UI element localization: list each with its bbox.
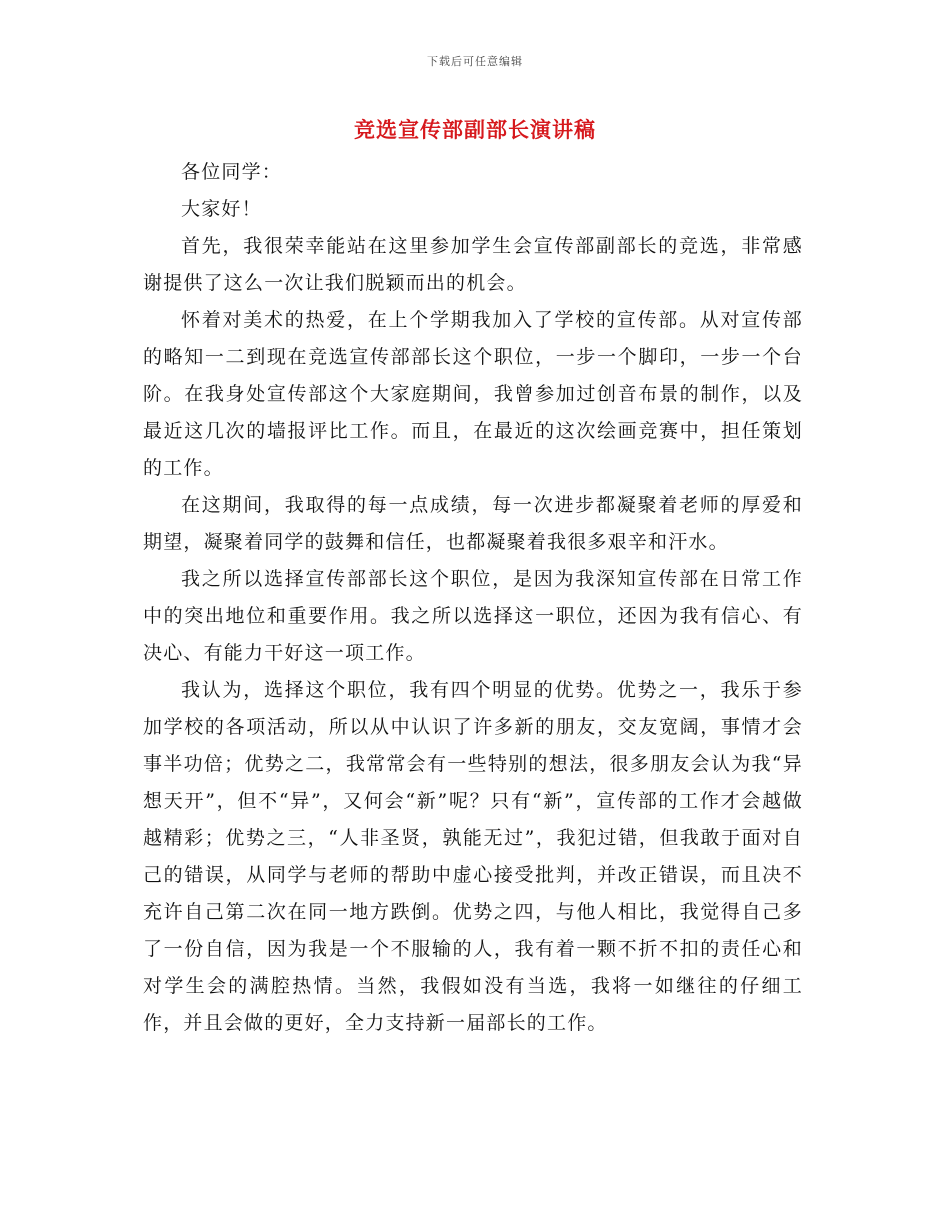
paragraph: 在这期间，我取得的每一点成绩，每一次进步都凝聚着老师的厚爱和期望，凝聚着同学的鼓舞和信任，也都凝聚着我很多艰辛和汗水。: [143, 494, 803, 553]
paragraph: 大家好！: [181, 198, 262, 220]
paragraph: 我认为，选择这个职位，我有四个明显的优势。优势之一，我乐于参加学校的各项活动，所以从中认识了许多新的朋友，交友宽阔，事情才会事半功倍；优势之二，我常常会有一些特别的想法，很多朋友会认为我“异想天开”，但不“异”，又何会“新”呢？只有“新”，宣传部的工作才会越做越精彩；优势之三，“人非圣贤，孰能无过”，我犯过错，但我敢于面对自己的错误，从同学与老师的帮助中虚心接受批判，并改正错误，而且决不充许自己第二次在同一地方跌倒。优势之四，与他人相比，我觉得自己多了一份自信，因为我是一个不服输的人，我有着一颗不折不扣的责任心和对学生会的满腔热情。当然，我假如没有当选，我将一如继往的仔细工作，并且会做的更好，全力支持新一届部长的工作。: [143, 679, 803, 1034]
paragraph: 我之所以选择宣传部部长这个职位，是因为我深知宣传部在日常工作中的突出地位和重要作用。我之所以选择这一职位，还因为我有信心、有决心、有能力干好这一项工作。: [143, 568, 803, 664]
paragraph: 怀着对美术的热爱，在上个学期我加入了学校的宣传部。从对宣传部的略知一二到现在竞选宣传部部长这个职位，一步一个脚印，一步一个台阶。在我身处宣传部这个大家庭期间，我曾参加过创音布景的制作，以及最近这几次的墙报评比工作。而且，在最近的这次绘画竞赛中，担任策划的工作。: [143, 309, 803, 479]
paragraph: 各位同学：: [181, 161, 283, 183]
paragraph: 首先，我很荣幸能站在这里参加学生会宣传部副部长的竞选，非常感谢提供了这么一次让我们脱颖而出的机会。: [143, 235, 803, 294]
document-title: 竞选宣传部副部长演讲稿: [354, 118, 596, 142]
page-header-note: 下载后可任意编辑: [427, 55, 523, 68]
document-body: [143, 154, 803, 1042]
